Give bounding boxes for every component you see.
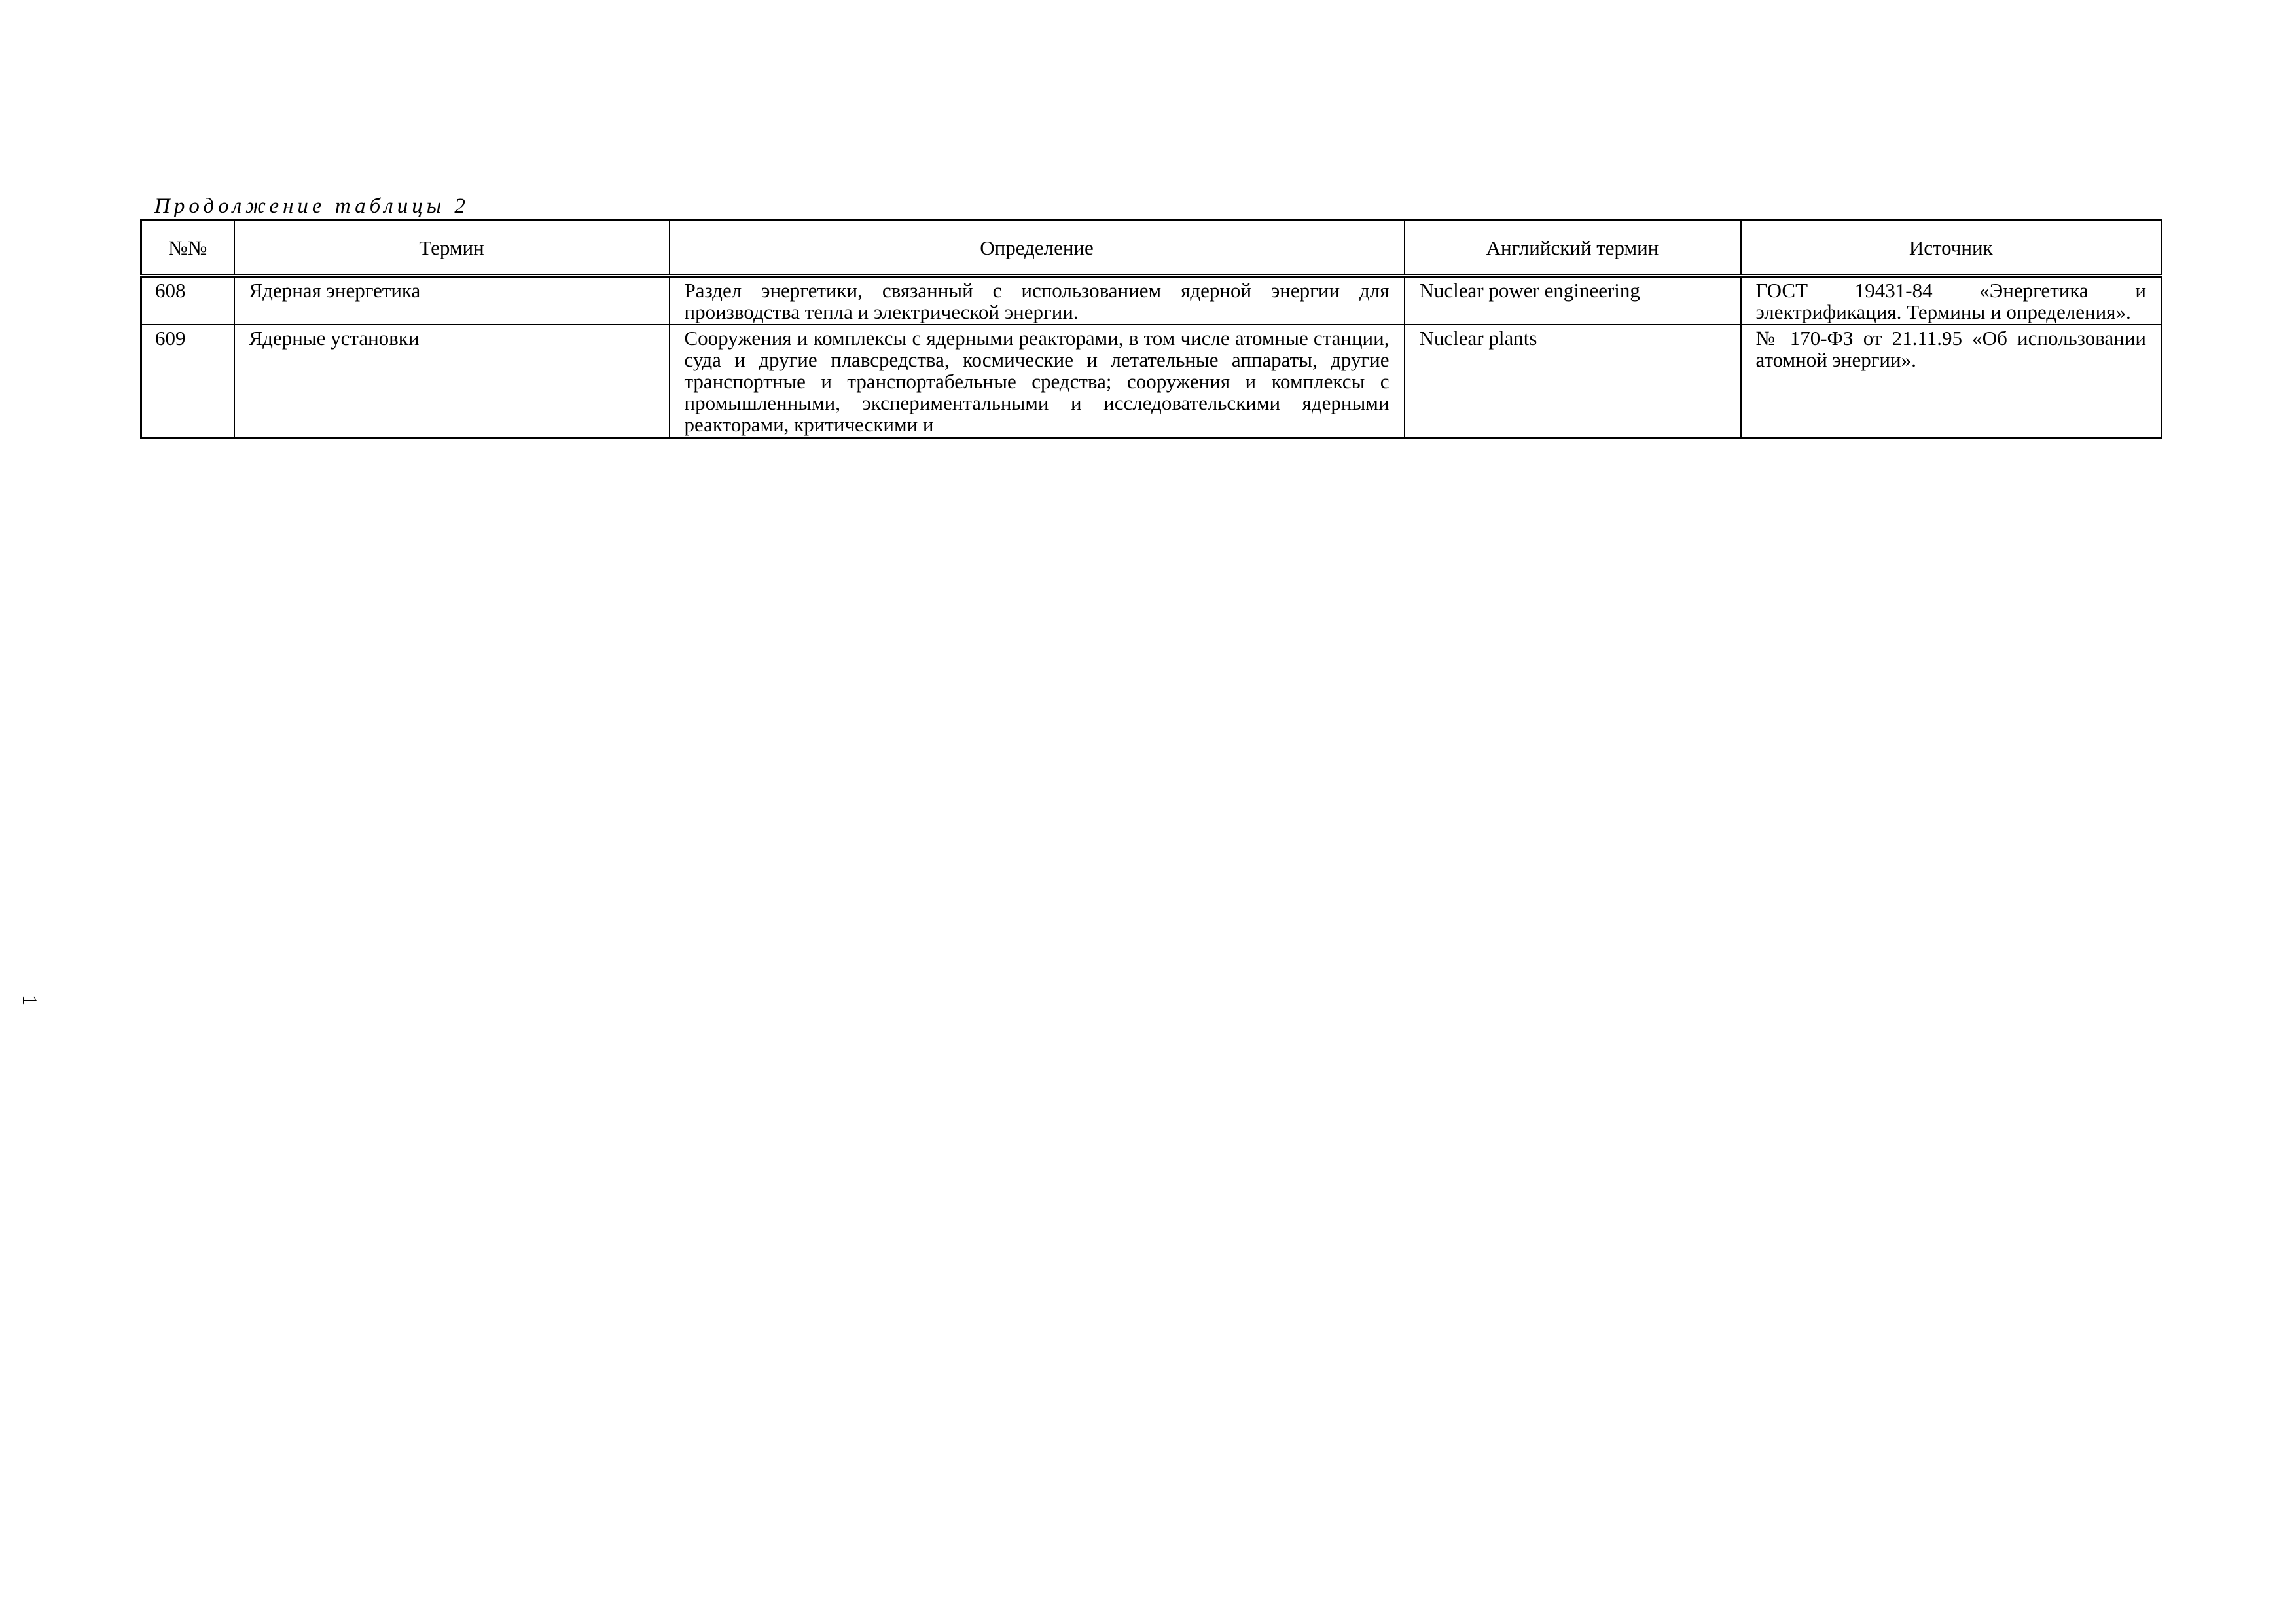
column-header-definition: Определение	[670, 221, 1405, 276]
cell-definition: Сооружения и комплексы с ядерными реакторами, в том числе атомные станции, суда и другие плавсредства, космические и летательные аппараты, другие транспортные и транспортабельные средства; сооружения и комплексы с промышленными, экспериментальными и исследовательскими ядерными реакторами, критическими и	[670, 325, 1405, 438]
cell-source: № 170-ФЗ от 21.11.95 «Об использовании атомной энергии».	[1741, 325, 2162, 438]
table-header-row	[141, 221, 2162, 276]
column-header-english-term: Английский термин	[1405, 221, 1741, 276]
cell-english-term: Nuclear plants	[1405, 325, 1741, 438]
cell-term: Ядерные установки	[234, 325, 670, 438]
table-row	[141, 276, 2162, 325]
column-header-number: №№	[141, 221, 234, 276]
cell-source: ГОСТ 19431-84 «Энергетика и электрификация. Термины и определения».	[1741, 276, 2162, 325]
table-row	[141, 325, 2162, 438]
cell-number: 609	[141, 325, 234, 438]
table-continuation-caption: Продолжение таблицы 2	[154, 194, 469, 218]
cell-english-term: Nuclear power engineering	[1405, 276, 1741, 325]
column-header-term: Термин	[234, 221, 670, 276]
page-number: 1	[18, 995, 42, 1005]
terms-table	[140, 219, 2162, 439]
cell-term: Ядерная энергетика	[234, 276, 670, 325]
cell-definition: Раздел энергетики, связанный с использованием ядерной энергии для производства тепла и электрической энергии.	[670, 276, 1405, 325]
cell-number: 608	[141, 276, 234, 325]
column-header-source: Источник	[1741, 221, 2162, 276]
